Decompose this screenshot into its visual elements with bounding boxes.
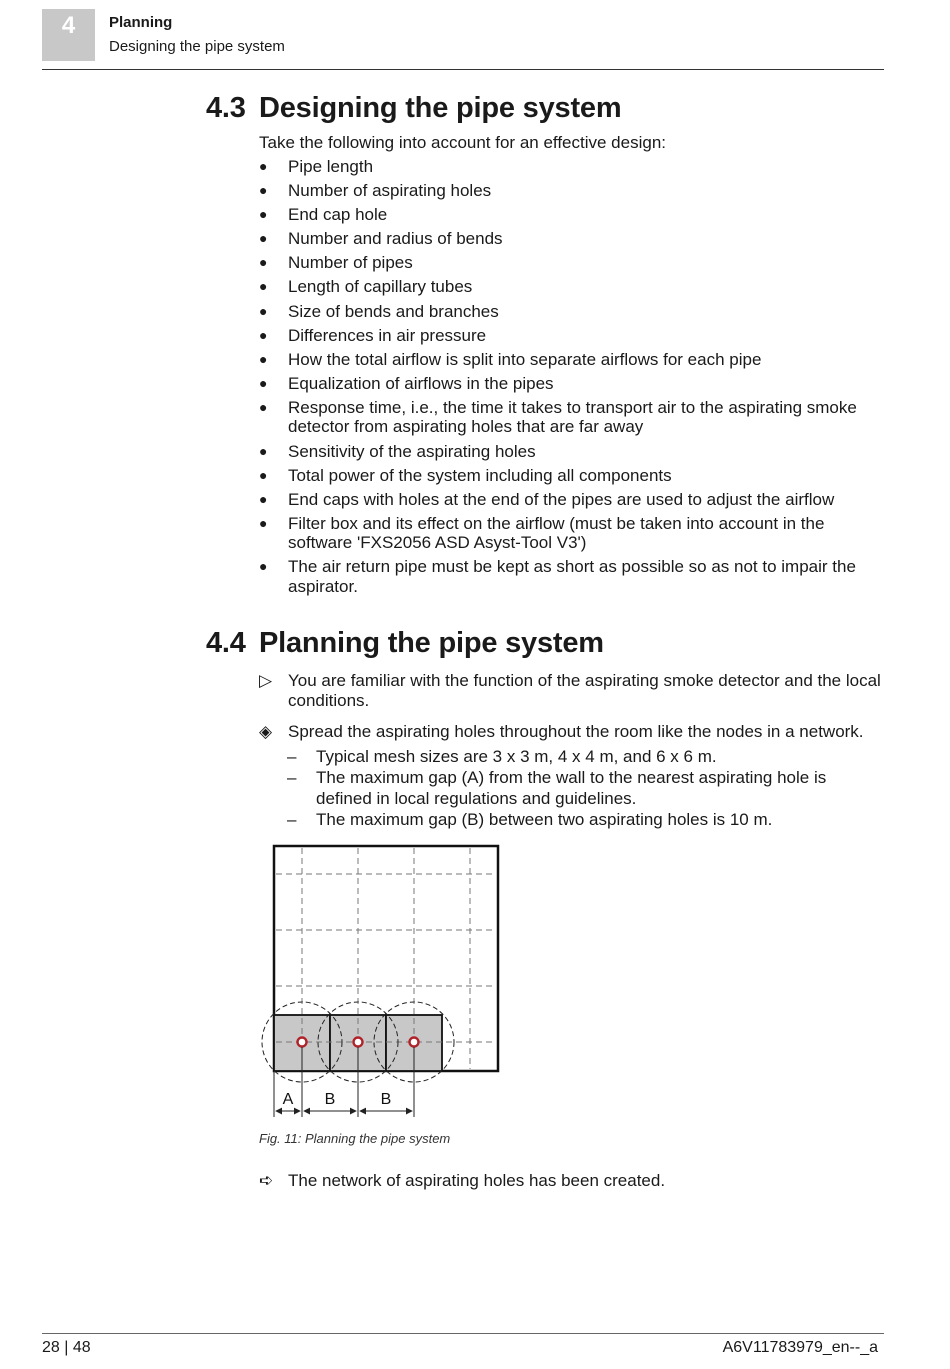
prerequisite-text: You are familiar with the function of the aspirating smoke detector and the local conditions. [288,671,881,710]
bullet-icon: ● [259,514,268,531]
list-item: ● End caps with holes at the end of the pipes are used to adjust the airflow [259,489,835,509]
bullet-icon: ● [259,350,268,367]
document-id: A6V11783979_en--_a [722,1339,878,1356]
list-item: ● Number of pipes [259,253,413,273]
result-arrow-icon: ➪ [259,1171,274,1190]
section-4-3-intro: Take the following into account for an effective design: [259,133,666,152]
section-number: 4.4 [206,627,246,659]
bullet-icon: ● [259,302,268,319]
bullet-icon: ● [259,398,268,415]
section-number: 4.3 [206,92,246,124]
list-item: ● Sensitivity of the aspirating holes [259,441,536,461]
aspirating-hole [298,1038,307,1047]
pipe-system-diagram [255,840,505,1125]
gap-a-label: A [282,1091,294,1108]
bullet-icon: ● [259,230,268,247]
prerequisite [259,671,889,710]
list-item: ● Total power of the system including all components [259,465,672,485]
list-item: ● Equalization of airflows in the pipes [259,373,554,393]
bullet-icon: ● [259,442,268,459]
list-item: ● Differences in air pressure [259,325,487,345]
header-divider [42,69,884,70]
list-item: ● Response time, i.e., the time it takes to transport air to the aspirating smoke detector from aspirating holes that are far away [259,397,857,437]
bullet-icon: ● [259,158,268,174]
result-text: The network of aspirating holes has been created. [288,1171,666,1190]
list-item: ● Filter box and its effect on the airflow (must be taken into account in the software 'FXS2056 ASD Asyst-Tool V3') [259,513,825,553]
list-item: ● The air return pipe must be kept as short as possible so as not to impair the aspirator. [259,557,856,596]
result [259,1171,889,1191]
dash-icon: – [287,809,297,829]
list-item: ● How the total airflow is split into separate airflows for each pipe [259,349,762,369]
bullet-icon: ● [259,558,268,575]
list-item: ● Size of bends and branches [259,301,499,321]
header-section-title: Designing the pipe system [109,38,285,55]
list-item: ● Length of capillary tubes [259,277,473,297]
mesh-guidelines-list [287,747,847,831]
dash-icon: – [287,768,297,787]
section-4-4-heading [206,627,604,660]
page-number: 28 | 48 [42,1339,91,1356]
section-title: Planning the pipe system [259,627,604,659]
aspirating-hole [354,1038,363,1047]
gap-b-label: B [380,1091,392,1108]
step-text: Spread the aspirating holes throughout the room like the nodes in a network. [288,722,864,741]
section-title: Designing the pipe system [259,92,622,124]
list-item: ● Number and radius of bends [259,229,503,249]
instruction-step [259,722,889,742]
dash-icon: – [287,747,297,766]
bullet-icon: ● [259,490,268,507]
header-chapter-title: Planning [109,14,173,31]
list-item: ● Number of aspirating holes [259,181,492,201]
figure-caption: Fig. 11: Planning the pipe system [259,1131,451,1146]
section-4-3-heading [206,92,621,125]
list-item: – The maximum gap (B) between two aspirating holes is 10 m. [287,809,773,829]
list-item: ● Pipe length [259,157,374,176]
bullet-icon: ● [259,374,268,391]
bullet-icon: ● [259,326,268,343]
bullet-icon: ● [259,182,268,199]
footer-divider [42,1333,884,1334]
list-item: ● End cap hole [259,205,388,225]
list-item: – The maximum gap (A) from the wall to the nearest aspirating hole is defined in local regulations and guidelines. [287,768,827,808]
aspirating-hole [410,1038,419,1047]
design-considerations-list [259,157,879,601]
bullet-icon: ● [259,278,268,295]
bullet-icon: ● [259,466,268,483]
prerequisite-triangle-icon: ▷ [259,671,273,690]
gap-b-label: B [324,1091,336,1108]
bullet-icon: ● [259,206,268,223]
list-item: – Typical mesh sizes are 3 x 3 m, 4 x 4 m, and 6 x 6 m. [287,747,717,766]
step-diamond-icon: ◈ [259,722,273,741]
bullet-icon: ● [259,254,268,271]
chapter-number-badge: 4 [42,9,95,61]
